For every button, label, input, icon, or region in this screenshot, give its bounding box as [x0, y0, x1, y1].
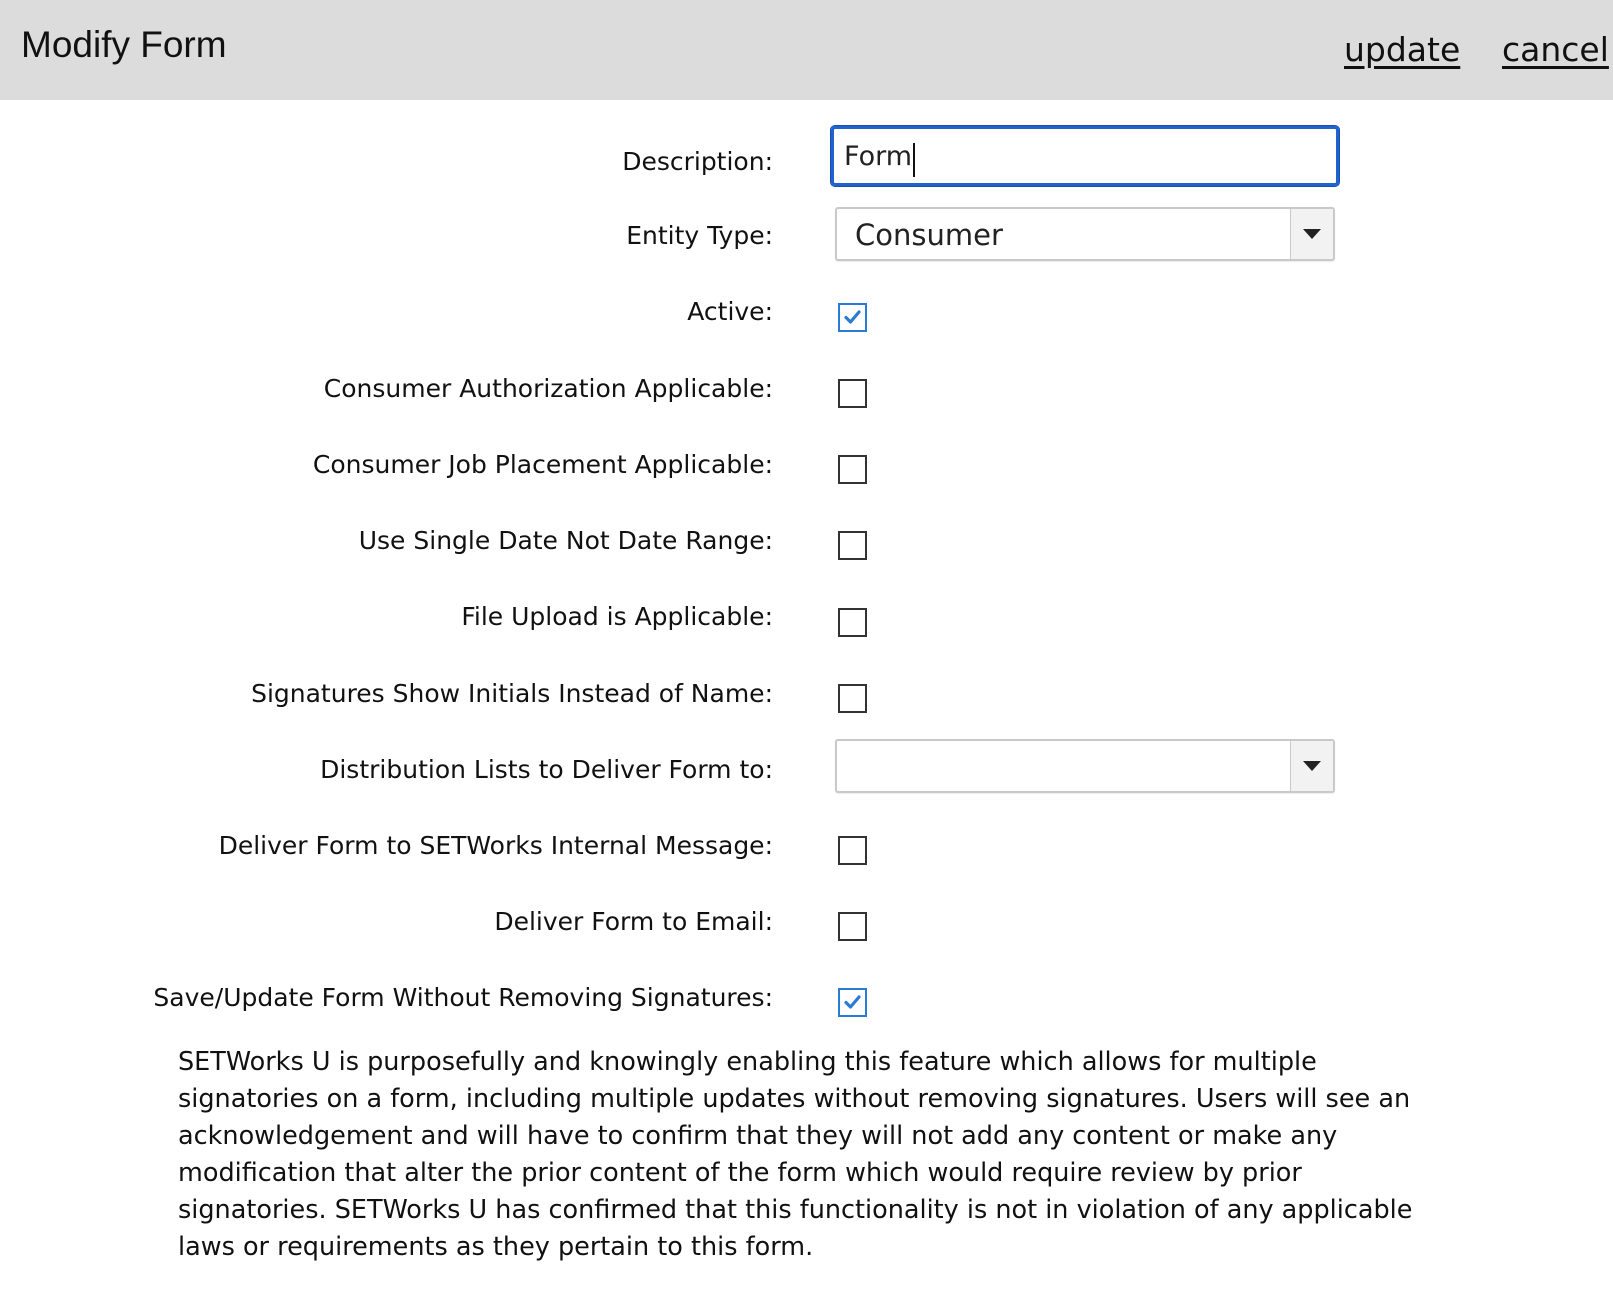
signature-disclaimer-text: SETWorks U is purposefully and knowingly enabling this feature which allows for multiple signatories on a form, including multiple updates without removing signatures. Users will see an acknowledgement and will have to confirm that they will not add any content or make any modification that alter the prior content of the form which would require review by prior signatories. SETWorks U has confirmed that this functionality is not in violation of any applicable laws or requirements as they pertain to this form.: [178, 1047, 1413, 1262]
cancel-link[interactable]: cancel: [1502, 30, 1609, 69]
file-upload-label: File Upload is Applicable:: [461, 602, 773, 631]
update-link[interactable]: update: [1344, 30, 1461, 69]
consumer-job-placement-label: Consumer Job Placement Applicable:: [312, 450, 773, 479]
active-checkbox[interactable]: [838, 303, 867, 332]
distribution-lists-select[interactable]: [835, 739, 1335, 793]
single-date-label: Use Single Date Not Date Range:: [358, 526, 773, 555]
single-date-checkbox[interactable]: [838, 531, 867, 560]
chevron-down-icon: [1303, 229, 1321, 239]
checkmark-icon: [842, 992, 863, 1013]
consumer-authorization-label: Consumer Authorization Applicable:: [323, 374, 773, 403]
signature-initials-label: Signatures Show Initials Instead of Name:: [251, 679, 773, 708]
consumer-authorization-checkbox[interactable]: [838, 379, 867, 408]
entity-type-value: Consumer: [855, 218, 1003, 252]
save-without-removing-label: Save/Update Form Without Removing Signatures:: [153, 983, 773, 1012]
description-label: Description:: [622, 147, 773, 176]
page-title: Modify Form: [21, 24, 227, 65]
description-input[interactable]: [831, 126, 1339, 186]
consumer-job-placement-checkbox[interactable]: [838, 455, 867, 484]
save-without-removing-checkbox[interactable]: [838, 988, 867, 1017]
entity-type-dropdown-button[interactable]: [1290, 209, 1333, 259]
distribution-lists-dropdown-button[interactable]: [1290, 741, 1333, 791]
entity-type-label: Entity Type:: [626, 221, 773, 250]
signature-initials-checkbox[interactable]: [838, 684, 867, 713]
entity-type-select[interactable]: [835, 207, 1335, 261]
distribution-lists-label: Distribution Lists to Deliver Form to:: [320, 755, 773, 784]
deliver-email-checkbox[interactable]: [838, 912, 867, 941]
file-upload-checkbox[interactable]: [838, 608, 867, 637]
deliver-email-label: Deliver Form to Email:: [494, 907, 773, 936]
page-header: [0, 0, 1613, 100]
text-cursor: [913, 143, 915, 177]
deliver-internal-label: Deliver Form to SETWorks Internal Message:: [218, 831, 773, 860]
checkmark-icon: [842, 307, 863, 328]
deliver-internal-checkbox[interactable]: [838, 836, 867, 865]
active-label: Active:: [687, 297, 773, 326]
chevron-down-icon: [1303, 761, 1321, 771]
